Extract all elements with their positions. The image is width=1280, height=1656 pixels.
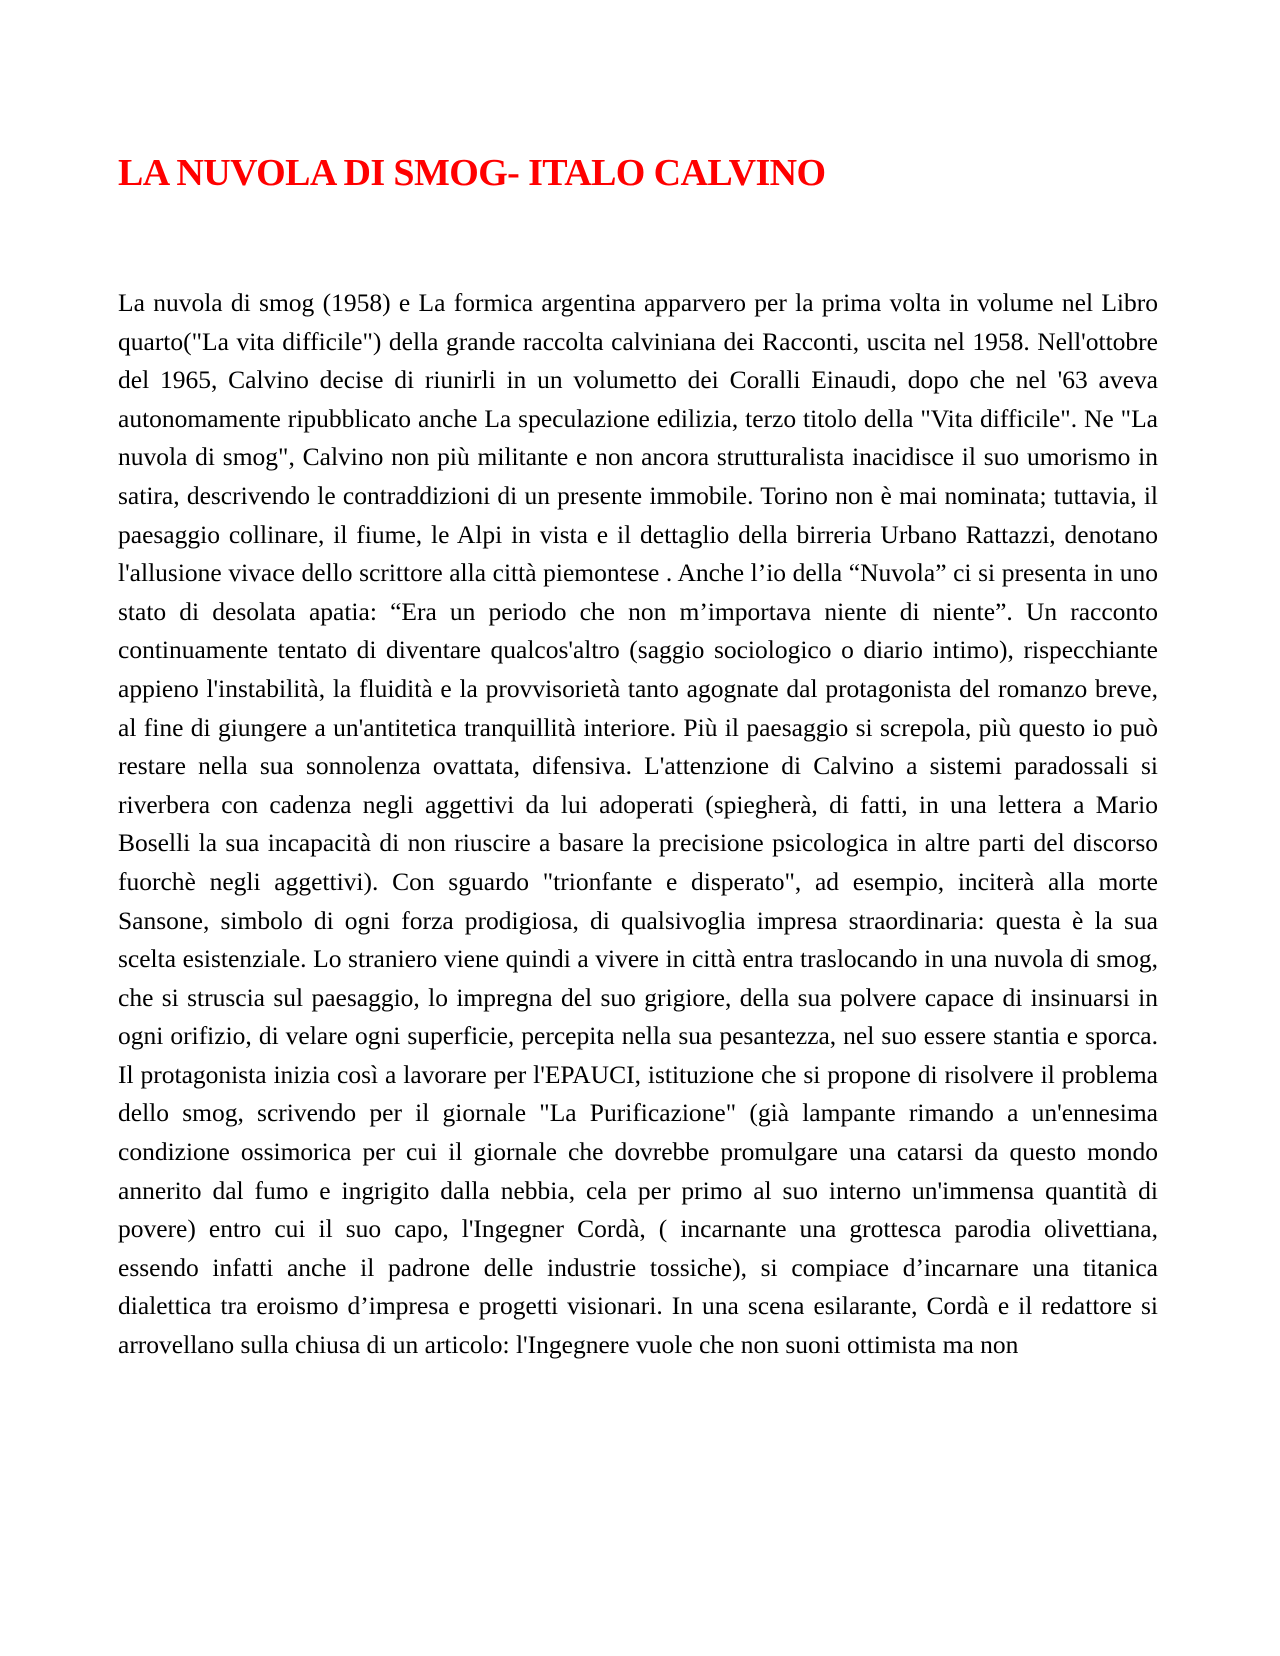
document-title: LA NUVOLA DI SMOG- ITALO CALVINO bbox=[118, 152, 826, 194]
document-body-paragraph: La nuvola di smog (1958) e La formica argentina apparvero per la prima volta in volume nel Libro quarto("La vita difficile") della grande raccolta calviniana dei Racconti, uscita nel 1958. Nell'ottobre del 1965, Calvino decise di riunirli in un volumetto dei Coralli Einaudi, dopo che nel '63 aveva autonomamente ripubblicato anche La speculazione edilizia, terzo titolo della "Vita difficile". Ne "La nuvola di smog", Calvino non più militante e non ancora strutturalista inacidisce il suo umorismo in satira, descrivendo le contraddizioni di un presente immobile. Torino non è mai nominata; tuttavia, il paesaggio collinare, il fiume, le Alpi in vista e il dettaglio della birreria Urbano Rattazzi, denotano l'allusione vivace dello scrittore alla città piemontese . Anche l’io della “Nuvola” ci si presenta in uno stato di desolata apatia: “Era un periodo che non m’importava niente di niente”. Un racconto continuamente tentato di diventare qualcos'altro (saggio sociologico o diario intimo), rispecchiante appieno l'instabilità, la fluidità e la provvisorietà tanto agognate dal protagonista del romanzo breve, al fine di giungere a un'antitetica tranquillità interiore. Più il paesaggio si screpola, più questo io può restare nella sua sonnolenza ovattata, difensiva. L'attenzione di Calvino a sistemi paradossali si riverbera con cadenza negli aggettivi da lui adoperati (spiegherà, di fatti, in una lettera a Mario Boselli la sua incapacità di non riuscire a basare la precisione psicologica in altre parti del discorso fuorchè negli aggettivi). Con sguardo "trionfante e disperato", ad esempio, inciterà alla morte Sansone, simbolo di ogni forza prodigiosa, di qualsivoglia impresa straordinaria: questa è la sua scelta esistenziale. Lo straniero viene quindi a vivere in città entra traslocando in una nuvola di smog, che si struscia sul paesaggio, lo impregna del suo grigiore, della sua polvere capace di insinuarsi in ogni orifizio, di velare ogni superficie, percepita nella sua pesantezza, nel suo essere stantia e sporca. Il protagonista inizia così a lavorare per l'EPAUCI, istituzione che si propone di risolvere il problema dello smog, scrivendo per il giornale "La Purificazione" (già lampante rimando a un'ennesima condizione ossimorica per cui il giornale che dovrebbe promulgare una catarsi da questo mondo annerito dal fumo e ingrigito dalla nebbia, cela per primo al suo interno un'immensa quantità di povere) entro cui il suo capo, l'Ingegner Cordà, ( incarnante una grottesca parodia olivettiana, essendo infatti anche il padrone delle industrie tossiche), si compiace d’incarnare una titanica dialettica tra eroismo d’impresa e progetti visionari. In una scena esilarante, Cordà e il redattore si arrovellano sulla chiusa di un articolo: l'Ingegnere vuole che non suoni ottimista ma non bbox=[118, 288, 1158, 1360]
